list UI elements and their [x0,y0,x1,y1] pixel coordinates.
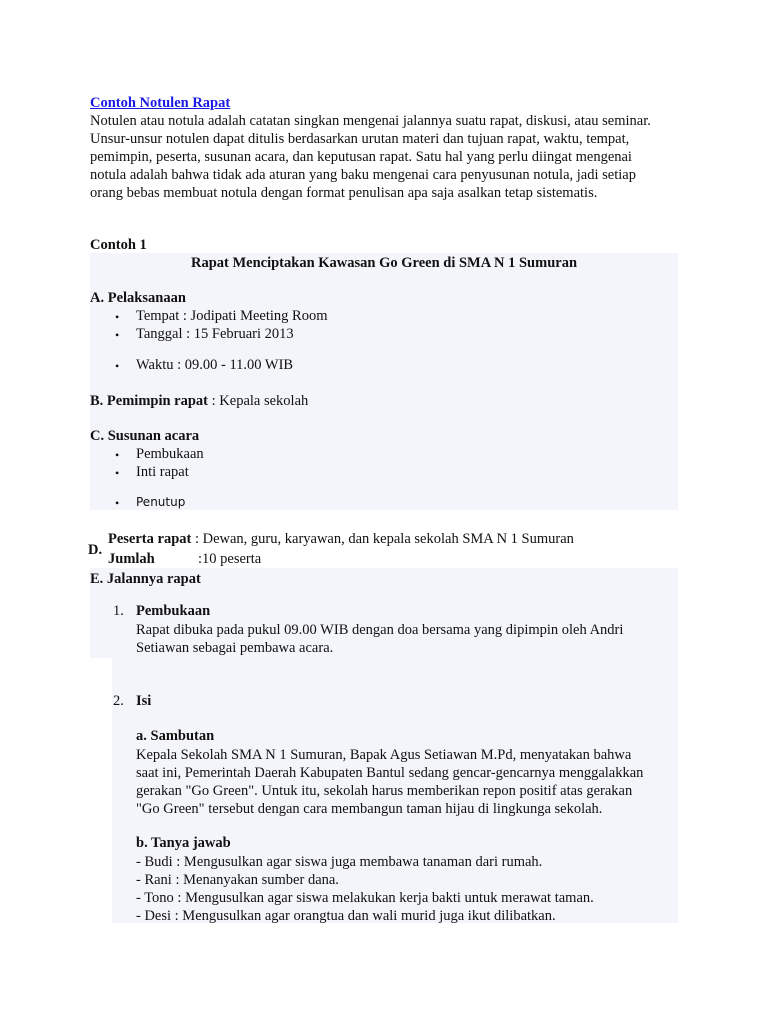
section-b-value: : Kepala sekolah [208,393,309,409]
jumlah-value: :10 peserta [198,551,262,567]
bullet-icon: • [115,448,120,462]
intro-paragraph [90,112,651,202]
sub-b-line: - Tono : Mengusulkan agar siswa melakukan kerja bakti untuk merawat taman. [136,890,594,906]
bullet-icon: • [115,496,120,510]
sub-b-body [136,853,594,925]
section-d-letter: D. [88,542,103,558]
item1-title: Pembukaan [136,603,211,619]
bullet-icon: • [115,328,120,342]
sub-a-title: a. Sambutan [136,728,215,744]
item2-title: Isi [136,693,152,709]
sub-b-line: - Desi : Mengusulkan agar orangtua dan wali murid juga ikut dilibatkan. [136,908,556,924]
section-a-item: Tanggal : 15 Februari 2013 [136,326,294,342]
sub-a-line: Kepala Sekolah SMA N 1 Sumuran, Bapak Agus Setiawan M.Pd, menyatakan bahwa [136,747,632,763]
sub-a-line: "Go Green" tersebut dengan cara membangun taman hijau di lingkunga sekolah. [136,801,603,817]
intro-line: notula adalah bahwa tidak ada aturan yang baku mengenai cara penyusunan notula, jadi setiap [90,167,636,183]
list-number: 2. [113,693,124,709]
bullet-icon: • [115,359,120,373]
peserta-label: Peserta rapat [108,531,192,547]
section-b [90,393,308,410]
title-link[interactable]: Contoh Notulen Rapat [90,95,231,111]
section-c-item: Pembukaan [136,446,204,462]
intro-line: orang bebas membuat notula dengan format penulisan apa saja asalkan tetap sistematis. [90,185,598,201]
intro-line: Notulen atau notula adalah catatan singkan mengenai jalannya suatu rapat, diskusi, atau seminar. [90,113,651,129]
section-d-peserta [108,531,574,548]
section-c-item: Inti rapat [136,464,189,480]
item1-line: Rapat dibuka pada pukul 09.00 WIB dengan doa bersama yang dipimpin oleh Andri [136,622,624,638]
item1-body [136,621,623,657]
intro-line: pemimpin, peserta, susunan acara, dan keputusan rapat. Satu hal yang perlu diingat mengenai [90,149,632,165]
sub-a-line: gerakan "Go Green". Untuk itu, sekolah harus memberikan repon positif atas gerakan [136,783,633,799]
intro-line: Unsur-unsur notulen dapat ditulis berdasarkan urutan materi dan tujuan rapat, waktu, tempat, [90,131,630,147]
meeting-title: Rapat Menciptakan Kawasan Go Green di SMA N 1 Sumuran [190,255,578,271]
item1-line: Setiawan sebagai pembawa acara. [136,640,334,656]
sub-b-title: b. Tanya jawab [136,835,231,851]
section-a-item: Tempat : Jodipati Meeting Room [136,308,328,324]
example-label: Contoh 1 [90,237,147,253]
sub-b-line: - Budi : Mengusulkan agar siswa juga membawa tanaman dari rumah. [136,854,543,870]
list-number: 1. [113,603,124,619]
sub-b-line: - Rani : Menanyakan sumber dana. [136,872,339,888]
jumlah-label: Jumlah [108,551,155,567]
section-c-heading: C. Susunan acara [90,428,200,444]
sub-a-line: saat ini, Pemerintah Daerah Kabupaten Bantul sedang gencar-gencarnya menggalakkan [136,765,644,781]
bullet-icon: • [115,466,120,480]
section-a-item: Waktu : 09.00 - 11.00 WIB [136,357,294,373]
section-e-heading: E. Jalannya rapat [90,571,201,587]
section-b-label: B. Pemimpin rapat [90,393,209,409]
section-c-item: Penutup [136,495,186,509]
sub-a-body [136,746,643,818]
section-a-heading: A. Pelaksanaan [90,290,186,306]
bullet-icon: • [115,310,120,324]
peserta-value: : Dewan, guru, karyawan, dan kepala sekolah SMA N 1 Sumuran [191,531,574,547]
